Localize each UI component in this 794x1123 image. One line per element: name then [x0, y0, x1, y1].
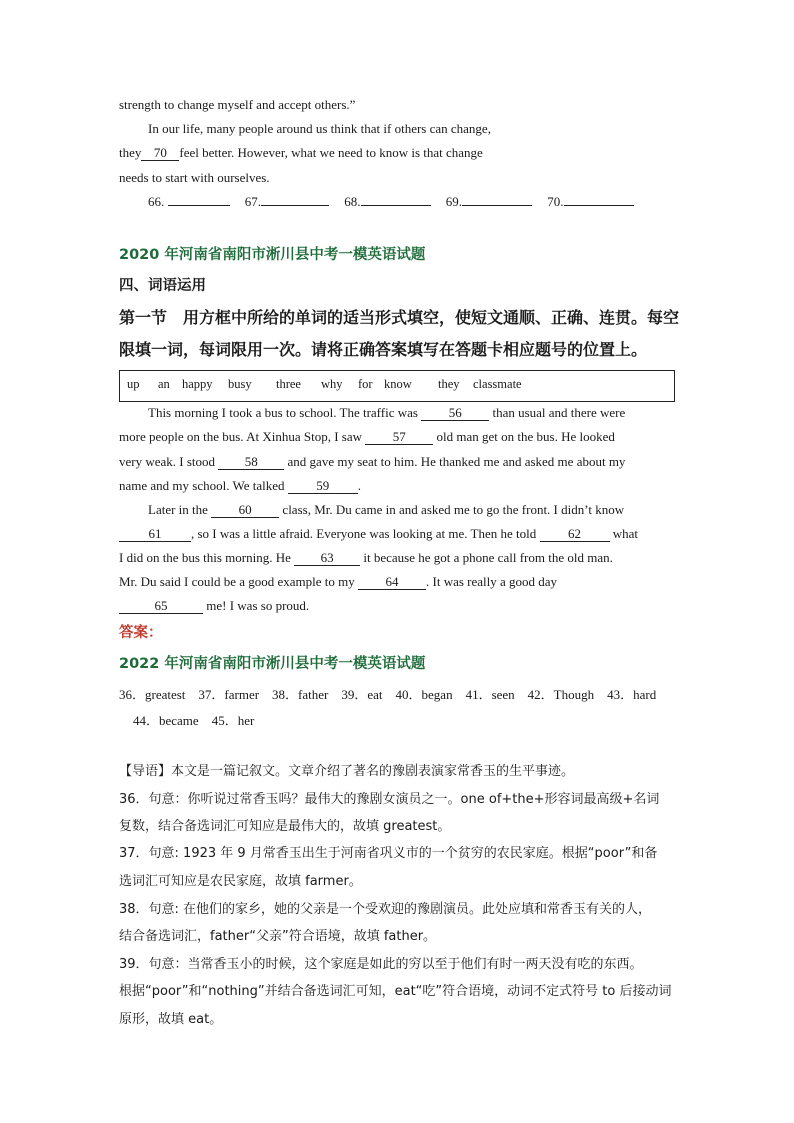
passage-line: strength to change myself and accept others.” — [119, 97, 356, 112]
word-bank-item: up — [127, 377, 140, 391]
explanation-line: 复数，结合备选词汇可知应是最伟大的，故填 greatest。 — [119, 819, 451, 834]
blank-60: 60 — [211, 502, 279, 518]
blank-65: 65 — [119, 598, 203, 614]
passage-line: Mr. Du said I could be a good example to my 64 . It was really a good day — [119, 574, 558, 589]
explanation-line: 39．句意：当常香玉小的时候，这个家庭是如此的穷以至于他们有时一两天没有吃的东西。 — [119, 957, 643, 972]
instruction: 限填一词，每词限用一次。请将正确答案填写在答题卡相应题号的位置上。 — [119, 340, 648, 359]
blank-56: 56 — [421, 405, 489, 421]
passage-line: they 70 feel better. However, what we need to know is that change — [119, 145, 483, 160]
blank-58: 58 — [218, 454, 284, 470]
answer-blanks-row: 66. 67. 68. 69. 70. — [148, 193, 634, 211]
answer-list: 44．became 45．her — [133, 713, 255, 728]
blank-64: 64 — [358, 574, 426, 590]
instruction: 第一节 用方框中所给的单词的适当形式填空，使短文通顺、正确、连贯。每空 — [119, 308, 680, 327]
passage-line: In our life, many people around us think that if others can change, — [148, 121, 491, 136]
word-bank-item: why — [321, 377, 343, 391]
blank-59: 59 — [288, 478, 358, 494]
blank-57: 57 — [365, 429, 433, 445]
passage-line: I did on the bus this morning. He 63 it because he got a phone call from the old man. — [119, 550, 613, 565]
answers-title: 2022 年河南省南阳市淅川县中考一模英语试题 — [119, 656, 426, 672]
passage-line: 65 me! I was so proud. — [119, 597, 309, 615]
guide-text: 【导语】本文是一篇记叙文。文章介绍了著名的豫剧表演家常香玉的生平事迹。 — [119, 764, 575, 779]
word-bank-box — [119, 370, 675, 402]
blank-61: 61 — [119, 526, 191, 542]
explanation-line: 37．句意: 1923 年 9 月常香玉出生于河南省巩义市的一个贫穷的农民家庭。根据“poor”和备 — [119, 846, 658, 861]
answer-list: 36．greatest 37．farmer 38．father 39．eat 40．began 41．seen 42．Though 43．hard — [119, 687, 657, 702]
explanation-line: 36．句意：你听说过常香玉吗？最伟大的豫剧女演员之一。one of+the+形容词最高级+名词 — [119, 792, 660, 807]
answer-blank — [168, 205, 230, 206]
passage-line: 61 , so I was a little afraid. Everyone was looking at me. Then he told 62 what — [119, 525, 638, 543]
word-bank-item: know — [384, 377, 412, 391]
passage-line: more people on the bus. At Xinhua Stop, I saw 57 old man get on the bus. He looked — [119, 429, 615, 444]
explanation-line: 结合备选词汇，father“父亲”符合语境，故填 father。 — [119, 929, 437, 944]
passage-line: Later in the 60 class, Mr. Du came in and asked me to go the front. I didn’t know — [148, 502, 625, 517]
explanation-line: 根据“poor”和“nothing”并结合备选词汇可知，eat“吃”符合语境，动词不定式符号 to 后接动词 — [119, 984, 672, 999]
answer-blank — [361, 205, 431, 206]
explanation-line: 38．句意: 在他们的家乡，她的父亲是一个受欢迎的豫剧演员。此处应填和常香玉有关的人， — [119, 902, 652, 917]
word-bank-item: for — [358, 377, 373, 391]
answer-blank — [564, 205, 634, 206]
blank-63: 63 — [294, 550, 360, 566]
blank-70: 70 — [141, 145, 179, 161]
passage-line: very weak. I stood 58 and gave my seat to him. He thanked me and asked me about my — [119, 454, 626, 469]
answer-blank — [462, 205, 532, 206]
part-heading: 四、词语运用 — [119, 278, 206, 294]
word-bank-item: an — [158, 377, 170, 391]
explanation-line: 选词汇可知应是农民家庭，故填 farmer。 — [119, 874, 362, 889]
passage-line: needs to start with ourselves. — [119, 170, 270, 185]
passage-line: name and my school. We talked 59 . — [119, 478, 362, 493]
word-bank-item: classmate — [473, 377, 522, 391]
word-bank-item: they — [438, 377, 460, 391]
answer-blank — [261, 205, 329, 206]
word-bank-item: busy — [228, 377, 252, 391]
explanation-line: 原形，故填 eat。 — [119, 1012, 223, 1027]
blank-62: 62 — [540, 526, 610, 542]
section-title: 2020 年河南省南阳市淅川县中考一模英语试题 — [119, 247, 426, 263]
passage-line: This morning I took a bus to school. The traffic was 56 than usual and there were — [148, 405, 626, 420]
word-bank-item: three — [276, 377, 301, 391]
word-bank-item: happy — [182, 377, 213, 391]
answers-heading: 答案： — [119, 625, 163, 641]
